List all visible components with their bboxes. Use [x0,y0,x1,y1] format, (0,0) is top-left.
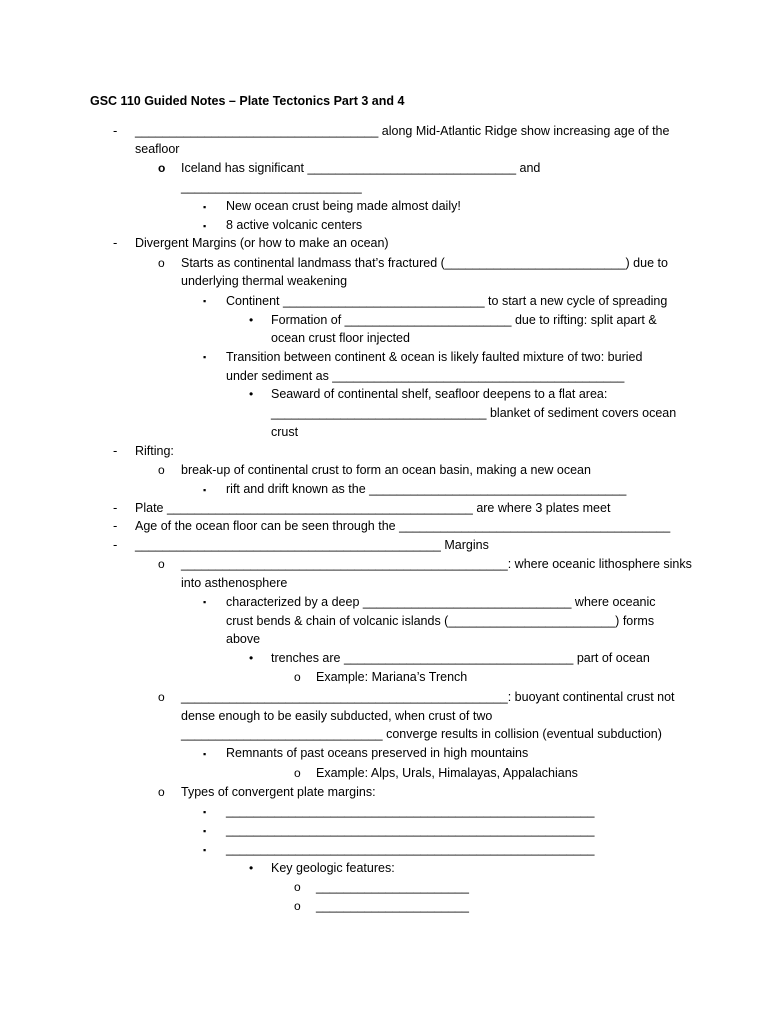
note-line: crust [271,425,299,439]
square-bullet: ▪ [203,221,207,231]
square-bullet: ▪ [203,749,207,759]
note-line: above [226,632,261,646]
square-bullet: ▪ [203,202,207,212]
dot-bullet: • [249,651,254,665]
note-line: dense enough to be easily subducted, when crust of two [181,709,493,723]
note-line: __________________________ [181,180,362,194]
circle-bullet: o [294,880,301,894]
note-line: _____________________________________________________ [226,804,595,818]
note-line: _______________________________ blanket of sediment covers ocean [271,406,677,420]
note-line: ocean crust floor injected [271,331,410,345]
square-bullet: ▪ [203,845,207,855]
note-line: Seaward of continental shelf, seafloor deepens to a flat area: [271,387,608,401]
dash-bullet: - [113,123,118,138]
note-line: Iceland has significant ______________________________ and [181,161,541,175]
note-line: underlying thermal weakening [181,274,348,288]
circle-bullet: o [294,899,301,913]
note-line: _______________________________________________: buoyant continental crust not [181,690,675,704]
note-line: Transition between continent & ocean is likely faulted mixture of two: buried [226,350,643,364]
dash-bullet: - [113,537,118,552]
note-line: break-up of continental crust to form an ocean basin, making a new ocean [181,463,591,477]
dot-bullet: • [249,313,254,327]
note-line: Example: Alps, Urals, Himalayas, Appalachians [316,766,578,780]
circle-bullet: o [158,557,165,571]
note-line: New ocean crust being made almost daily! [226,199,461,213]
note-line: Plate ____________________________________________ are where 3 plates meet [135,501,611,515]
note-line: Remnants of past oceans preserved in high mountains [226,746,529,760]
note-line: characterized by a deep ______________________________ where oceanic [226,595,656,609]
dash-bullet: - [113,500,118,515]
note-line: ___________________________________ along Mid-Atlantic Ridge show increasing age of the [135,124,670,138]
note-line: _______________________________________________: where oceanic lithosphere sinks [181,557,692,571]
circle-bullet: o [158,463,165,477]
note-line: _____________________________ converge results in collision (eventual subduction) [181,727,662,741]
square-bullet: ▪ [203,485,207,495]
note-line: ____________________________________________ Margins [135,538,489,552]
note-line: Example: Mariana’s Trench [316,670,468,684]
circle-bullet: o [158,785,165,799]
circle-bullet: o [294,766,301,780]
circle-bullet: o [294,670,301,684]
circle-bullet: o [158,161,166,175]
note-line: rift and drift known as the _____________________________________ [226,482,627,496]
square-bullet: ▪ [203,352,207,362]
note-line: _____________________________________________________ [226,842,595,856]
note-line: under sediment as __________________________________________ [226,369,625,383]
note-line: into asthenosphere [181,576,288,590]
page-title: GSC 110 Guided Notes – Plate Tectonics Part 3 and 4 [90,94,405,108]
dash-bullet: - [113,518,118,533]
note-line: _____________________________________________________ [226,823,595,837]
note-line: seafloor [135,142,180,156]
note-line: Starts as continental landmass that’s fractured (__________________________) due to [181,256,668,270]
note-line: Divergent Margins (or how to make an ocean) [135,236,389,250]
note-line: Key geologic features: [271,861,395,875]
note-line: crust bends & chain of volcanic islands (________________________) forms [226,614,655,628]
note-line: ______________________ [316,899,469,913]
square-bullet: ▪ [203,807,207,817]
dot-bullet: • [249,861,254,875]
square-bullet: ▪ [203,826,207,836]
circle-bullet: o [158,690,165,704]
note-line: trenches are _________________________________ part of ocean [271,651,650,665]
note-line: ______________________ [316,880,469,894]
note-line: 8 active volcanic centers [226,218,363,232]
dash-bullet: - [113,443,118,458]
note-line: Rifting: [135,444,174,458]
square-bullet: ▪ [203,597,207,607]
square-bullet: ▪ [203,296,207,306]
note-line: Types of convergent plate margins: [181,785,376,799]
dot-bullet: • [249,387,254,401]
note-line: Continent _____________________________ to start a new cycle of spreading [226,294,668,308]
note-line: Formation of ________________________ due to rifting: split apart & [271,313,657,327]
dash-bullet: - [113,235,118,250]
note-line: Age of the ocean floor can be seen through the _______________________________________ [135,519,671,533]
circle-bullet: o [158,256,165,270]
